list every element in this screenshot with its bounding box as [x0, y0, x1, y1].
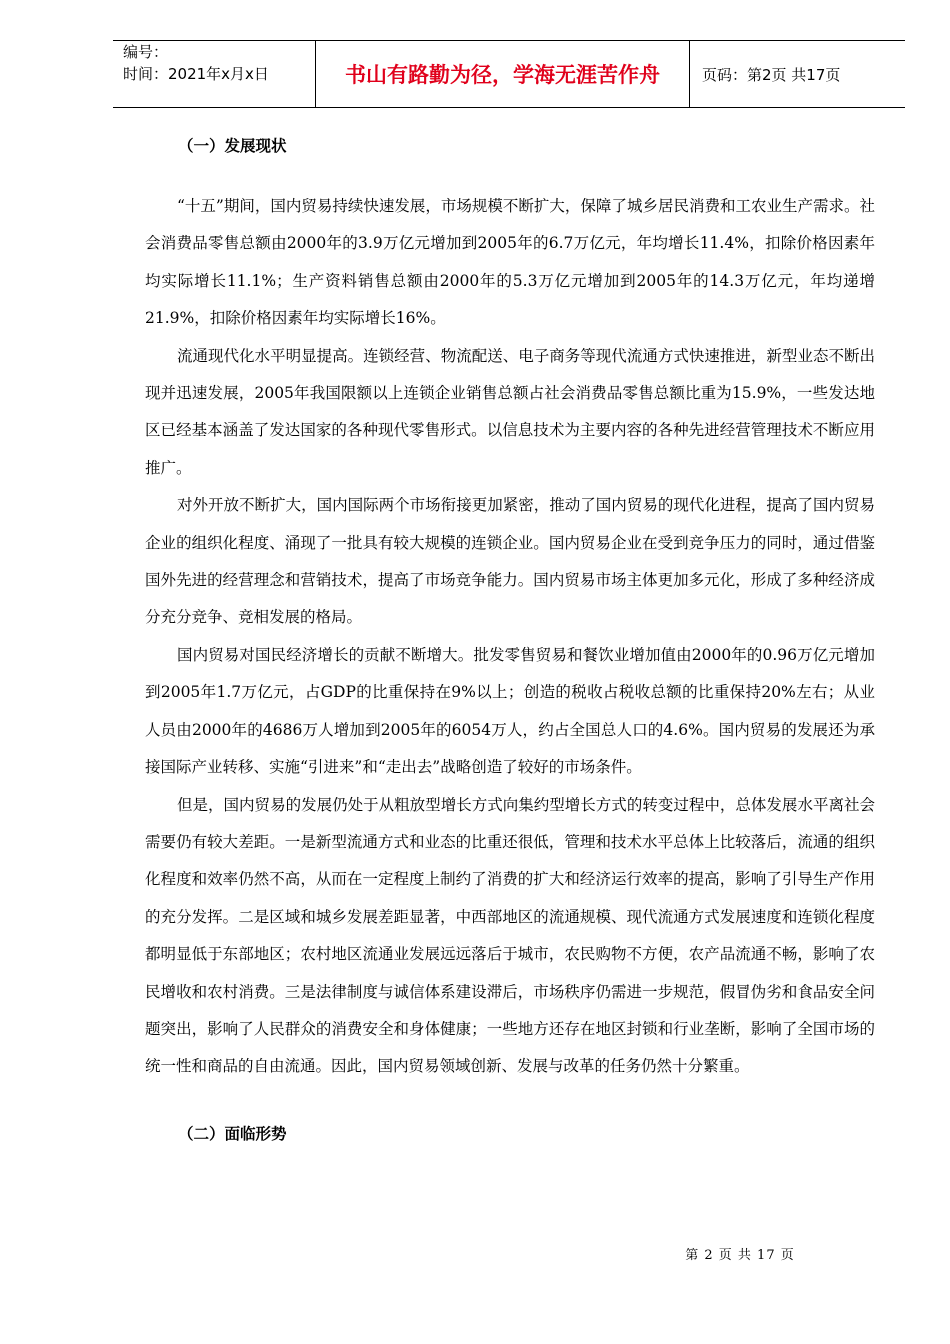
paragraph: 国内贸易对国民经济增长的贡献不断增大。批发零售贸易和餐饮业增加值由2000年的0.96万亿元增加到2005年1.7万亿元，占GDP的比重保持在9%以上；创造的税收占税收总额的比重保持20%左右；从业人员由2000年的4686万人增加到2005年的6054万人，约占全国总人口的4.6%。国内贸易的发展还为承接国际产业转移、实施“引进来”和“走出去”战略创造了较好的市场条件。	[145, 645, 875, 777]
page-footer	[0, 1244, 950, 1263]
time-label: 时间：2021年x月x日	[123, 65, 269, 83]
section-heading-development-status: （一）发展现状	[178, 137, 287, 155]
header-meta	[113, 41, 316, 107]
document-body	[145, 128, 875, 1152]
paragraph: “十五”期间，国内贸易持续快速发展，市场规模不断扩大，保障了城乡居民消费和工农业生产需求。社会消费品零售总额由2000年的3.9万亿元增加到2005年的6.7万亿元，年均增长11.4%，扣除价格因素年均实际增长11.1%；生产资料销售总额由2000年的5.3万亿元增加到2005年的14.3万亿元，年均递增21.9%，扣除价格因素年均实际增长16%。	[145, 197, 875, 328]
page-header	[113, 40, 905, 108]
paragraph: 但是，国内贸易的发展仍处于从粗放型增长方式向集约型增长方式的转变过程中，总体发展水平离社会需要仍有较大差距。一是新型流通方式和业态的比重还很低，管理和技术水平总体上比较落后，流通的组织化程度和效率仍然不高，从而在一定程度上制约了消费的扩大和经济运行效率的提高，影响了引导生产作用的充分发挥。二是区域和城乡发展差距显著，中西部地区的流通规模、现代流通方式发展速度和连锁化程度都明显低于东部地区；农村地区流通业发展远远落后于城市，农民购物不方便，农产品流通不畅，影响了农民增收和农村消费。三是法律制度与诚信体系建设滞后，市场秩序仍需进一步规范，假冒伪劣和食品安全问题突出，影响了人民群众的消费安全和身体健康；一些地方还存在地区封锁和行业垄断，影响了全国市场的统一性和商品的自由流通。因此，国内贸易领域创新、发展与改革的任务仍然十分繁重。	[145, 795, 875, 1076]
number-label: 编号：	[123, 43, 169, 61]
section-heading-situation: （二）面临形势	[178, 1124, 287, 1143]
footer-page-number: 第 2 页 共 17 页	[685, 1248, 795, 1263]
header-page-info: 页码：第2页 共17页	[702, 65, 841, 84]
header-motto: 书山有路勤为径，学海无涯苦作舟	[316, 41, 690, 107]
paragraph: 对外开放不断扩大，国内国际两个市场衔接更加紧密，推动了国内贸易的现代化进程，提高了国内贸易企业的组织化程度、涌现了一批具有较大规模的连锁企业。国内贸易企业在受到竞争压力的同时，通过借鉴国外先进的经营理念和营销技术，提高了市场竞争能力。国内贸易市场主体更加多元化，形成了多种经济成分充分竞争、竞相发展的格局。	[145, 496, 875, 627]
paragraph: 流通现代化水平明显提高。连锁经营、物流配送、电子商务等现代流通方式快速推进，新型业态不断出现并迅速发展，2005年我国限额以上连锁企业销售总额占社会消费品零售总额比重为15.9%，一些发达地区已经基本涵盖了发达国家的各种现代零售形式。以信息技术为主要内容的各种先进经营管理技术不断应用推广。	[145, 346, 875, 477]
